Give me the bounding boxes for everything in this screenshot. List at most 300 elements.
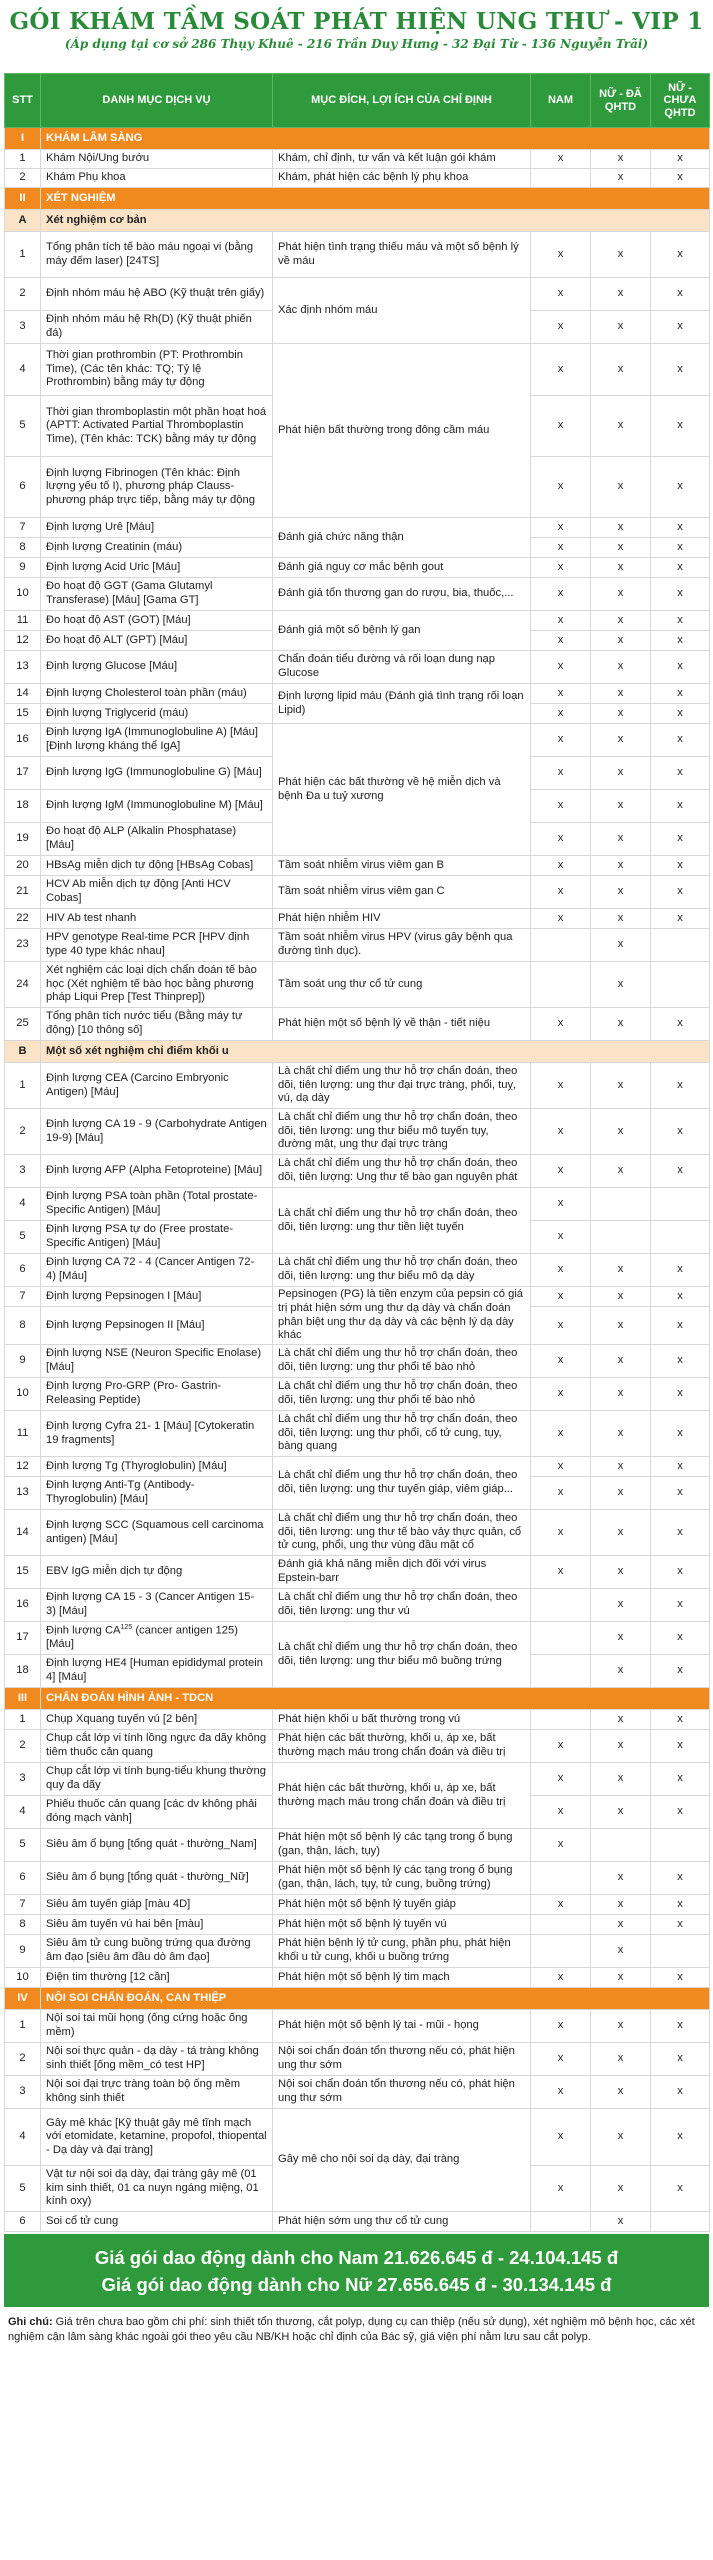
service-purpose: Xác định nhóm máu (273, 278, 531, 344)
service-name: Định lượng Creatinin (máu) (41, 538, 273, 558)
row-number: 16 (5, 1589, 41, 1622)
table-row (5, 1763, 710, 1796)
check-nu-qhtd: x (591, 1710, 651, 1730)
table-row (5, 1188, 710, 1221)
check-nu-chua-qhtd: x (651, 704, 710, 724)
row-number: 11 (5, 1411, 41, 1457)
section-number: III (5, 1688, 41, 1710)
check-nam: x (531, 311, 591, 344)
service-purpose: Là chất chỉ điểm ung thư hỗ trợ chẩn đoán, theo dõi, tiên lượng: ung thư vú (273, 1589, 531, 1622)
check-nam: x (531, 1287, 591, 1307)
header-nu-qhtd: NỮ - ĐÃ QHTD (591, 74, 651, 128)
table-row (5, 1710, 710, 1730)
check-nam: x (531, 1796, 591, 1829)
check-nu-qhtd: x (591, 876, 651, 909)
check-nam: x (531, 578, 591, 611)
service-name-sup: 125 (120, 1623, 133, 1631)
check-nam: x (531, 1307, 591, 1345)
service-name: Định lượng PSA tự do (Free prostate-Specific Antigen) [Máu] (41, 1221, 273, 1254)
service-name: HPV genotype Real-time PCR [HPV định type 40 type khác nhau] (41, 929, 273, 962)
service-name: HBsAg miễn dịch tự động [HBsAg Cobas] (41, 856, 273, 876)
service-name: Siêu âm tuyến vú hai bên [màu] (41, 1915, 273, 1935)
service-name: Thời gian prothrombin (PT: Prothrombin Time), (Các tên khác: TQ; Tỷ lệ Prothrombin) bằng máy tự động (41, 344, 273, 396)
service-name: Siêu âm ổ bụng [tổng quát - thường_Nam] (41, 1829, 273, 1862)
check-nu-qhtd: x (591, 2212, 651, 2232)
service-purpose: Tầm soát nhiễm virus HPV (virus gây bệnh qua đường tình dục). (273, 929, 531, 962)
subsection-row (5, 1041, 710, 1063)
service-name: Định lượng CA 19 - 9 (Carbohydrate Antigen 19-9) [Máu] (41, 1109, 273, 1155)
row-number: 11 (5, 611, 41, 631)
check-nu-qhtd: x (591, 1915, 651, 1935)
check-nam: x (531, 724, 591, 757)
table-row (5, 1510, 710, 1556)
row-number: 6 (5, 1862, 41, 1895)
page-subtitle: (Áp dụng tại cơ sở 286 Thụy Khuê - 216 Trần Duy Hưng - 32 Đại Từ - 136 Nguyễn Trãi) (64, 37, 649, 51)
table-row (5, 2076, 710, 2109)
service-purpose: Phát hiện các bất thường về hệ miễn dịch và bệnh Đa u tuỷ xương (273, 724, 531, 856)
service-purpose: Là chất chỉ điểm ung thư hỗ trợ chẩn đoán, theo dõi, tiên lượng: ung thư biểu mô buồng trứng (273, 1622, 531, 1688)
row-number: 4 (5, 2109, 41, 2166)
service-name: EBV IgG miễn dịch tự động (41, 1556, 273, 1589)
check-nu-chua-qhtd (651, 1829, 710, 1862)
service-name: Nội soi tai mũi họng (ống cứng hoặc ống mềm) (41, 2010, 273, 2043)
check-nu-qhtd: x (591, 1763, 651, 1796)
row-number: 6 (5, 2212, 41, 2232)
service-name: Định lượng Pro-GRP (Pro- Gastrin-Releasing Peptide) (41, 1378, 273, 1411)
service-name: Định lượng IgA (Immunoglobuline A) [Máu] [Định lượng kháng thể IgA] (41, 724, 273, 757)
service-name: Đo hoạt độ ALP (Alkalin Phosphatase) [Máu] (41, 823, 273, 856)
row-number: 5 (5, 1829, 41, 1862)
check-nam: x (531, 518, 591, 538)
check-nu-qhtd: x (591, 1935, 651, 1968)
table-row (5, 611, 710, 631)
check-nu-qhtd: x (591, 1589, 651, 1622)
table-row (5, 1829, 710, 1862)
service-purpose: Là chất chỉ điểm ung thư hỗ trợ chẩn đoán, theo dõi, tiên lượng: ung thư tế bào vảy thực quản, cổ tử cung, phổi, ung thư vùng đầu mặt cổ (273, 1510, 531, 1556)
check-nu-qhtd: x (591, 1477, 651, 1510)
check-nu-chua-qhtd: x (651, 311, 710, 344)
service-name: Thời gian thromboplastin một phần hoạt hoá (APTT: Activated Partial Thromboplastin Time), (Tên khác: TCK) bằng máy tự động (41, 396, 273, 457)
service-purpose: Tầm soát nhiễm virus viêm gan B (273, 856, 531, 876)
section-label: NỘI SOI CHẨN ĐOÁN, CAN THIỆP (41, 1988, 710, 2010)
service-name: Định lượng HE4 [Human epididymal protein 4] [Máu] (41, 1655, 273, 1688)
check-nu-qhtd: x (591, 538, 651, 558)
service-name: Định lượng AFP (Alpha Fetoproteine) [Máu] (41, 1155, 273, 1188)
service-name: Định lượng Urê [Máu] (41, 518, 273, 538)
service-purpose: Pepsinogen (PG) là tiền enzym của pepsin có giá trị phát hiện sớm ung thư dạ dày và chẩn đoán phân biệt ung thư dạ dày và các bệnh lý dạ dày khác (273, 1287, 531, 1345)
service-name: Siêu âm tử cung buồng trứng qua đường âm đạo [siêu âm đầu dò âm đạo] (41, 1935, 273, 1968)
check-nu-chua-qhtd: x (651, 1477, 710, 1510)
service-name: Khám Phụ khoa (41, 169, 273, 188)
check-nu-chua-qhtd: x (651, 1730, 710, 1763)
check-nu-chua-qhtd: x (651, 169, 710, 188)
check-nu-qhtd (591, 1829, 651, 1862)
service-name: Điện tim thường [12 cần] (41, 1968, 273, 1988)
check-nu-chua-qhtd: x (651, 1411, 710, 1457)
table-row (5, 1589, 710, 1622)
check-nu-qhtd: x (591, 1307, 651, 1345)
check-nam: x (531, 1895, 591, 1915)
check-nu-qhtd: x (591, 1378, 651, 1411)
header-stt: STT (5, 74, 41, 128)
service-name: Khám Nội/Ung bướu (41, 150, 273, 169)
check-nam: x (531, 2166, 591, 2212)
service-purpose: Phát hiện một số bệnh lý các tạng trong ổ bụng (gan, thận, lách, tụy, tử cung, buồng trứng) (273, 1862, 531, 1895)
check-nu-chua-qhtd: x (651, 1862, 710, 1895)
check-nu-qhtd: x (591, 757, 651, 790)
row-number: 5 (5, 2166, 41, 2212)
check-nu-chua-qhtd: x (651, 790, 710, 823)
note-text: Giá trên chưa bao gồm chi phí: sinh thiết tổn thương, cắt polyp, dụng cụ can thiệp (nếu sử dụng), xét nghiệm mô bệnh học, các xét nghiệm cận lâm sàng khác ngoài gói theo yêu cầu NB/KH hoặc chỉ định của Bác sỹ, giá viện phí nằm lưu sau cắt polyp. (8, 2316, 695, 2343)
check-nam: x (531, 790, 591, 823)
check-nam (531, 1655, 591, 1688)
check-nu-chua-qhtd: x (651, 1345, 710, 1378)
check-nu-chua-qhtd: x (651, 2166, 710, 2212)
service-purpose: Là chất chỉ điểm ung thư hỗ trợ chẩn đoán, theo dõi, tiên lượng: ung thư tuyến giáp, viêm giáp... (273, 1457, 531, 1510)
check-nu-qhtd: x (591, 856, 651, 876)
service-purpose: Tầm soát nhiễm virus viêm gan C (273, 876, 531, 909)
service-name: Siêu âm tuyến giáp [màu 4D] (41, 1895, 273, 1915)
service-purpose: Gây mê cho nội soi dạ dày, đại tràng (273, 2109, 531, 2212)
price-band (4, 2234, 709, 2307)
service-name: Định nhóm máu hệ ABO (Kỹ thuật trên giấy) (41, 278, 273, 311)
check-nu-qhtd: x (591, 558, 651, 578)
service-name: Gây mê khác [Kỹ thuật gây mê tĩnh mạch với etomidate, ketamine, propofol, thiopental - Dạ dày và đại tràng] (41, 2109, 273, 2166)
section-label: Xét nghiệm cơ bản (41, 210, 710, 232)
service-name: Định lượng PSA toàn phần (Total prostate-Specific Antigen) [Máu] (41, 1188, 273, 1221)
check-nu-chua-qhtd: x (651, 1063, 710, 1109)
table-row (5, 1287, 710, 1307)
service-purpose: Đánh giá chức năng thận (273, 518, 531, 558)
check-nu-chua-qhtd (651, 1935, 710, 1968)
table-row (5, 684, 710, 704)
service-name: Định lượng Anti-Tg (Antibody- Thyroglobulin) [Máu] (41, 1477, 273, 1510)
service-name: Vật tư nội soi dạ dày, đại tràng gây mê (01 kim sinh thiết, 01 ca nuyn ngáng miệng, 01 kính oxy) (41, 2166, 273, 2212)
check-nu-qhtd: x (591, 396, 651, 457)
row-number: 13 (5, 1477, 41, 1510)
service-purpose: Định lượng lipid máu (Đánh giá tình trạng rối loạn Lipid) (273, 684, 531, 724)
check-nu-chua-qhtd: x (651, 1968, 710, 1988)
service-name: Định lượng Glucose [Máu] (41, 651, 273, 684)
header-nu-chua-qhtd: NỮ - CHƯA QHTD (651, 74, 710, 128)
service-name: Chụp Xquang tuyến vú [2 bên] (41, 1710, 273, 1730)
table-row (5, 962, 710, 1008)
check-nam: x (531, 1155, 591, 1188)
check-nu-chua-qhtd: x (651, 1895, 710, 1915)
service-purpose: Đánh giá tổn thương gan do rượu, bia, thuốc,... (273, 578, 531, 611)
check-nam: x (531, 538, 591, 558)
service-name: Định lượng Tg (Thyroglobulin) [Máu] (41, 1457, 273, 1477)
check-nam: x (531, 1221, 591, 1254)
check-nu-qhtd: x (591, 631, 651, 651)
check-nu-chua-qhtd: x (651, 1655, 710, 1688)
service-name: Định lượng CEA (Carcino Embryonic Antigen) [Máu] (41, 1063, 273, 1109)
check-nu-chua-qhtd: x (651, 1589, 710, 1622)
check-nam (531, 929, 591, 962)
check-nam (531, 1862, 591, 1895)
table-row (5, 909, 710, 929)
note (0, 2307, 713, 2345)
check-nu-chua-qhtd: x (651, 1287, 710, 1307)
check-nam: x (531, 757, 591, 790)
table-row (5, 876, 710, 909)
check-nu-chua-qhtd: x (651, 856, 710, 876)
row-number: 16 (5, 724, 41, 757)
check-nam (531, 1915, 591, 1935)
row-number: 1 (5, 1063, 41, 1109)
service-purpose: Là chất chỉ điểm ung thư hỗ trợ chẩn đoán, theo dõi, tiên lượng: ung thư tiền liệt tuyến (273, 1188, 531, 1254)
row-number: 3 (5, 311, 41, 344)
service-purpose: Phát hiện các bất thường, khối u, áp xe, bất thường mạch máu trong chẩn đoán và điều trị (273, 1763, 531, 1829)
row-number: 8 (5, 1915, 41, 1935)
table-row (5, 1457, 710, 1477)
row-number: 3 (5, 1763, 41, 1796)
check-nam (531, 1622, 591, 1655)
check-nu-qhtd: x (591, 1155, 651, 1188)
row-number: 7 (5, 1287, 41, 1307)
header-purpose: MỤC ĐÍCH, LỢI ÍCH CỦA CHỈ ĐỊNH (273, 74, 531, 128)
service-purpose: Phát hiện một số bệnh lý tai - mũi - họng (273, 2010, 531, 2043)
section-label: Một số xét nghiệm chỉ điểm khối u (41, 1041, 710, 1063)
check-nu-chua-qhtd: x (651, 1710, 710, 1730)
service-purpose: Tầm soát ung thư cổ tử cung (273, 962, 531, 1008)
page-title: GÓI KHÁM TẦM SOÁT PHÁT HIỆN UNG THƯ - VIP 1 (9, 8, 704, 35)
check-nu-qhtd: x (591, 651, 651, 684)
service-name: Đo hoạt độ ALT (GPT) [Máu] (41, 631, 273, 651)
check-nu-chua-qhtd: x (651, 1254, 710, 1287)
check-nu-qhtd: x (591, 2109, 651, 2166)
service-name: Siêu âm ổ bụng [tổng quát - thường_Nữ] (41, 1862, 273, 1895)
row-number: 19 (5, 823, 41, 856)
row-number: 3 (5, 1155, 41, 1188)
row-number: 8 (5, 1307, 41, 1345)
check-nam: x (531, 2076, 591, 2109)
check-nam: x (531, 1109, 591, 1155)
check-nu-chua-qhtd: x (651, 1556, 710, 1589)
service-purpose: Chẩn đoán tiểu đường và rối loạn dung nạp Glucose (273, 651, 531, 684)
check-nam: x (531, 278, 591, 311)
check-nu-chua-qhtd: x (651, 631, 710, 651)
header-service: DANH MỤC DỊCH VỤ (41, 74, 273, 128)
check-nu-qhtd: x (591, 1796, 651, 1829)
service-purpose: Phát hiện nhiễm HIV (273, 909, 531, 929)
check-nu-chua-qhtd: x (651, 538, 710, 558)
table-row (5, 169, 710, 188)
row-number: 8 (5, 538, 41, 558)
service-purpose: Phát hiện sớm ung thư cổ tử cung (273, 2212, 531, 2232)
table-row (5, 856, 710, 876)
row-number: 4 (5, 344, 41, 396)
check-nu-qhtd: x (591, 1457, 651, 1477)
check-nu-qhtd: x (591, 518, 651, 538)
row-number: 2 (5, 1109, 41, 1155)
check-nu-chua-qhtd: x (651, 611, 710, 631)
check-nu-chua-qhtd: x (651, 578, 710, 611)
row-number: 6 (5, 1254, 41, 1287)
section-number: IV (5, 1988, 41, 2010)
row-number: 6 (5, 457, 41, 518)
check-nu-qhtd: x (591, 578, 651, 611)
table-row (5, 278, 710, 311)
check-nu-qhtd: x (591, 1556, 651, 1589)
check-nam: x (531, 1008, 591, 1041)
check-nam (531, 1935, 591, 1968)
check-nu-qhtd: x (591, 311, 651, 344)
check-nu-qhtd: x (591, 1968, 651, 1988)
table-row (5, 2010, 710, 2043)
check-nu-chua-qhtd: x (651, 876, 710, 909)
service-name: Định lượng NSE (Neuron Specific Enolase) [Máu] (41, 1345, 273, 1378)
check-nam: x (531, 1378, 591, 1411)
service-purpose: Là chất chỉ điểm ung thư hỗ trợ chẩn đoán, theo dõi, tiên lượng: Ung thư tế bào gan nguyên phát (273, 1155, 531, 1188)
row-number: 1 (5, 232, 41, 278)
row-number: 7 (5, 518, 41, 538)
check-nu-chua-qhtd: x (651, 757, 710, 790)
check-nu-qhtd: x (591, 704, 651, 724)
check-nu-qhtd: x (591, 2076, 651, 2109)
check-nu-qhtd: x (591, 1622, 651, 1655)
check-nu-qhtd: x (591, 457, 651, 518)
service-purpose: Phát hiện các bất thường, khối u, áp xe, bất thường mạch máu trong chẩn đoán và điều trị (273, 1730, 531, 1763)
service-purpose: Nội soi chẩn đoán tổn thương nếu có, phát hiện ung thư sớm (273, 2043, 531, 2076)
service-name: Chụp cắt lớp vi tính lồng ngực đa dãy không tiêm thuốc cản quang (41, 1730, 273, 1763)
row-number: 2 (5, 1730, 41, 1763)
check-nam: x (531, 1829, 591, 1862)
row-number: 4 (5, 1796, 41, 1829)
service-name: Định lượng Triglycerid (máu) (41, 704, 273, 724)
row-number: 13 (5, 651, 41, 684)
row-number: 21 (5, 876, 41, 909)
service-name: Định lượng Pepsinogen I [Máu] (41, 1287, 273, 1307)
check-nam: x (531, 684, 591, 704)
row-number: 10 (5, 1968, 41, 1988)
service-name: Định lượng CA 72 - 4 (Cancer Antigen 72- 4) [Máu] (41, 1254, 273, 1287)
service-name: Định lượng Cholesterol toàn phần (máu) (41, 684, 273, 704)
table-row (5, 1895, 710, 1915)
service-name: Định lượng IgM (Immunoglobuline M) [Máu] (41, 790, 273, 823)
check-nu-chua-qhtd: x (651, 1622, 710, 1655)
service-name: Định lượng Fibrinogen (Tên khác: Định lượng yếu tố I), phương pháp Clauss- phương pháp trực tiếp, bằng máy tự động (41, 457, 273, 518)
subsection-row (5, 210, 710, 232)
table-row (5, 150, 710, 169)
table-row (5, 232, 710, 278)
service-name: Tổng phân tích tế bào máu ngoại vi (bằng máy đếm laser) [24TS] (41, 232, 273, 278)
service-purpose: Phát hiện khối u bất thường trong vú (273, 1710, 531, 1730)
service-name: Xét nghiệm các loại dịch chẩn đoán tế bào học (Xét nghiệm tế bào học bằng phương pháp Liqui Prep [Test Thinprep]) (41, 962, 273, 1008)
service-purpose: Đánh giá một số bệnh lý gan (273, 611, 531, 651)
check-nam (531, 169, 591, 188)
check-nam: x (531, 1345, 591, 1378)
row-number: 15 (5, 704, 41, 724)
check-nu-chua-qhtd: x (651, 518, 710, 538)
row-number: 2 (5, 2043, 41, 2076)
service-name: HIV Ab test nhanh (41, 909, 273, 929)
check-nu-chua-qhtd: x (651, 823, 710, 856)
check-nu-chua-qhtd (651, 1221, 710, 1254)
check-nu-qhtd: x (591, 2043, 651, 2076)
check-nu-chua-qhtd (651, 929, 710, 962)
section-label: XÉT NGHIỆM (41, 188, 710, 210)
check-nu-chua-qhtd: x (651, 344, 710, 396)
check-nu-chua-qhtd: x (651, 396, 710, 457)
section-label: CHẨN ĐOÁN HÌNH ẢNH - TDCN (41, 1688, 710, 1710)
row-number: 3 (5, 2076, 41, 2109)
check-nu-qhtd: x (591, 1345, 651, 1378)
check-nam (531, 2212, 591, 2232)
check-nam: x (531, 1063, 591, 1109)
check-nu-chua-qhtd: x (651, 278, 710, 311)
table-row (5, 2109, 710, 2166)
check-nu-qhtd: x (591, 1287, 651, 1307)
table-row (5, 1915, 710, 1935)
section-row (5, 1988, 710, 2010)
check-nu-qhtd: x (591, 962, 651, 1008)
row-number: 12 (5, 631, 41, 651)
check-nam: x (531, 2043, 591, 2076)
table-row (5, 578, 710, 611)
table-row (5, 1155, 710, 1188)
check-nam (531, 1710, 591, 1730)
check-nam: x (531, 1730, 591, 1763)
service-purpose: Là chất chỉ điểm ung thư hỗ trợ chẩn đoán, theo dõi, tiên lượng: ung thư phổi tế bào nhỏ (273, 1345, 531, 1378)
service-name-part: (cancer antigen 125) [Máu] (46, 1624, 238, 1651)
row-number: 14 (5, 684, 41, 704)
price-male: Giá gói dao động dành cho Nam 21.626.645 đ - 24.104.145 đ (94, 2247, 619, 2268)
row-number: 22 (5, 909, 41, 929)
check-nu-chua-qhtd: x (651, 1378, 710, 1411)
check-nu-chua-qhtd: x (651, 1307, 710, 1345)
service-name: Định nhóm máu hệ Rh(D) (Kỹ thuật phiến đá) (41, 311, 273, 344)
row-number: 5 (5, 1221, 41, 1254)
check-nam: x (531, 1556, 591, 1589)
check-nu-chua-qhtd (651, 1188, 710, 1221)
service-purpose: Phát hiện tình trạng thiếu máu và một số bệnh lý về máu (273, 232, 531, 278)
row-number: 10 (5, 578, 41, 611)
check-nam: x (531, 1411, 591, 1457)
check-nam: x (531, 396, 591, 457)
check-nu-chua-qhtd: x (651, 457, 710, 518)
check-nu-qhtd: x (591, 1895, 651, 1915)
check-nam: x (531, 232, 591, 278)
row-number: 1 (5, 2010, 41, 2043)
table-row (5, 344, 710, 396)
check-nam: x (531, 1188, 591, 1221)
check-nu-chua-qhtd: x (651, 724, 710, 757)
row-number: 10 (5, 1378, 41, 1411)
row-number: 15 (5, 1556, 41, 1589)
table-row (5, 651, 710, 684)
check-nu-qhtd (591, 1188, 651, 1221)
row-number: 17 (5, 757, 41, 790)
table-row (5, 1345, 710, 1378)
table-row (5, 2212, 710, 2232)
service-name: Đo hoạt độ GGT (Gama Glutamyl Transferase) [Máu] [Gama GT] (41, 578, 273, 611)
row-number: 24 (5, 962, 41, 1008)
row-number: 7 (5, 1895, 41, 1915)
section-number: A (5, 210, 41, 232)
row-number: 1 (5, 150, 41, 169)
service-purpose: Đánh giá nguy cơ mắc bệnh gout (273, 558, 531, 578)
service-purpose: Đánh giá khả năng miễn dịch đối với virus Epstein-barr (273, 1556, 531, 1589)
service-name: Chụp cắt lớp vi tính bụng-tiểu khung thường quy đa dãy (41, 1763, 273, 1796)
check-nu-qhtd: x (591, 1411, 651, 1457)
check-nu-qhtd: x (591, 724, 651, 757)
service-name: HCV Ab miễn dịch tự động [Anti HCV Cobas] (41, 876, 273, 909)
check-nu-qhtd: x (591, 1063, 651, 1109)
service-purpose: Phát hiện một số bệnh lý về thận - tiết niệu (273, 1008, 531, 1041)
table-row (5, 518, 710, 538)
check-nu-chua-qhtd: x (651, 2109, 710, 2166)
